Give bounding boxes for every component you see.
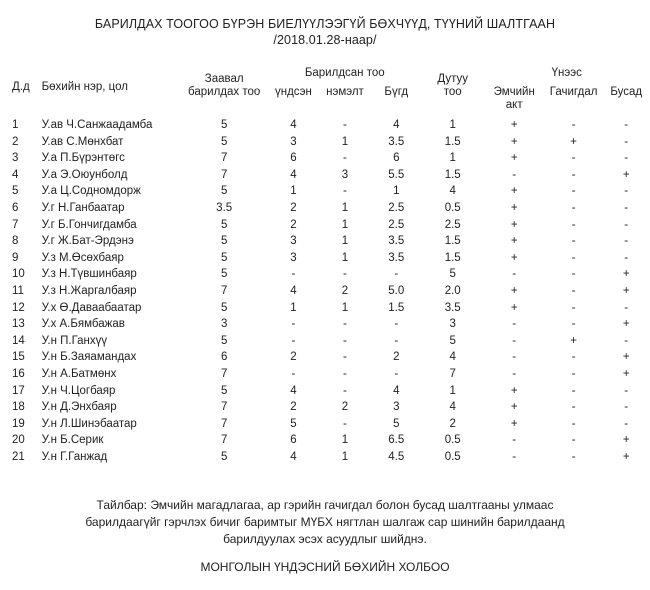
cell-base: 6 bbox=[290, 152, 297, 165]
cell-base: 1 bbox=[290, 301, 297, 314]
cell-num: 2 bbox=[12, 135, 19, 148]
cell-total: - bbox=[394, 334, 399, 347]
cell-required: 6 bbox=[220, 351, 228, 364]
cell-added: - bbox=[343, 351, 347, 364]
cell-shortfall: 1.5 bbox=[444, 168, 461, 181]
cell-doctor: + bbox=[510, 235, 518, 248]
cell-other: + bbox=[622, 434, 630, 447]
cell-doctor: - bbox=[512, 367, 517, 380]
cell-required: 5 bbox=[220, 218, 228, 231]
cell-shortfall: 0.5 bbox=[444, 450, 461, 463]
cell-added: 1 bbox=[341, 201, 349, 214]
cell-num: 7 bbox=[12, 218, 19, 231]
table-row bbox=[12, 250, 650, 267]
cell-required: 5 bbox=[220, 185, 228, 198]
cell-shortfall: 1 bbox=[449, 152, 456, 165]
cell-shortfall: 1 bbox=[449, 384, 456, 397]
cell-doctor: - bbox=[512, 168, 517, 181]
cell-name: У.а Э.Оюунболд bbox=[41, 168, 128, 181]
cell-required: 7 bbox=[220, 434, 228, 447]
cell-base: 2 bbox=[290, 218, 297, 231]
cell-doctor: + bbox=[510, 284, 518, 297]
cell-name: У.н Ч.Цогбаяр bbox=[41, 384, 116, 397]
cell-base: 2 bbox=[290, 351, 297, 364]
table-row bbox=[12, 283, 650, 300]
cell-required: 3 bbox=[220, 318, 228, 331]
cell-name: У.х Ө.Даваабаатар bbox=[41, 301, 142, 314]
cell-other: - bbox=[624, 384, 629, 397]
cell-required: 5 bbox=[220, 450, 228, 463]
cell-required: 5 bbox=[220, 301, 228, 314]
cell-num: 13 bbox=[12, 318, 25, 331]
cell-doctor: - bbox=[512, 351, 517, 364]
cell-base: 4 bbox=[290, 450, 297, 463]
cell-base: 2 bbox=[290, 201, 297, 214]
cell-shortfall: 4 bbox=[449, 185, 456, 198]
cell-abroad: - bbox=[571, 384, 576, 397]
cell-required: 7 bbox=[220, 401, 228, 414]
cell-total: 2.5 bbox=[388, 201, 405, 214]
cell-total: 3.5 bbox=[388, 235, 405, 248]
cell-total: - bbox=[394, 268, 399, 281]
cell-base: 1 bbox=[290, 185, 297, 198]
cell-name: У.г Б.Гончигдамба bbox=[41, 218, 137, 231]
cell-required: 5 bbox=[220, 268, 228, 281]
col-added-header: нэмэлт bbox=[326, 86, 364, 98]
cell-other: - bbox=[624, 218, 629, 231]
cell-doctor: + bbox=[510, 152, 518, 165]
cell-base: 3 bbox=[290, 235, 297, 248]
cell-name: У.н П.Ганхүү bbox=[41, 334, 108, 347]
cell-name: У.н Б.Серик bbox=[41, 434, 104, 447]
cell-doctor: + bbox=[510, 119, 518, 131]
cell-total: 2 bbox=[393, 351, 400, 364]
cell-doctor: + bbox=[510, 384, 518, 397]
cell-added: - bbox=[343, 334, 347, 347]
cell-added: 1 bbox=[341, 135, 349, 148]
cell-num: 15 bbox=[12, 351, 25, 364]
cell-other: - bbox=[624, 251, 629, 264]
cell-num: 9 bbox=[12, 251, 19, 264]
cell-added: - bbox=[343, 384, 347, 397]
cell-total: 4.5 bbox=[388, 450, 405, 463]
cell-name: У.з Н.Түвшинбаяр bbox=[41, 268, 137, 281]
cell-added: - bbox=[343, 185, 347, 198]
cell-added: 2 bbox=[341, 401, 349, 414]
cell-added: - bbox=[343, 152, 347, 165]
table-row bbox=[12, 399, 650, 416]
cell-base: 4 bbox=[290, 168, 297, 181]
cell-other: + bbox=[622, 318, 630, 331]
cell-abroad: + bbox=[570, 334, 577, 347]
cell-doctor: + bbox=[510, 401, 518, 414]
cell-doctor: + bbox=[510, 201, 518, 214]
cell-total: 6 bbox=[393, 152, 400, 165]
cell-shortfall: 0.5 bbox=[444, 434, 461, 447]
col-name-header: Бөхийн нэр, цол bbox=[41, 81, 128, 93]
cell-other: - bbox=[624, 301, 629, 314]
cell-doctor: + bbox=[510, 251, 518, 264]
cell-doctor: - bbox=[512, 268, 517, 281]
cell-name: У.а П.Бүрэнтөгс bbox=[41, 152, 125, 165]
cell-other: - bbox=[624, 417, 629, 430]
cell-required: 3.5 bbox=[216, 201, 233, 214]
cell-added: - bbox=[343, 367, 347, 380]
table-row bbox=[12, 333, 650, 350]
cell-abroad: - bbox=[571, 351, 576, 364]
cell-name: У.г Н.Ганбаатар bbox=[41, 201, 125, 214]
cell-required: 5 bbox=[220, 119, 228, 131]
cell-total: 3.5 bbox=[388, 135, 405, 148]
cell-base: - bbox=[291, 268, 296, 281]
cell-abroad: - bbox=[571, 152, 576, 165]
cell-doctor: + bbox=[510, 135, 518, 148]
cell-num: 10 bbox=[12, 268, 25, 281]
footnote-line-1: Тайлбар: Эмчийн магадлагаа, ар гэрийн гачигдал болон бусад шалтгааны улмаас bbox=[96, 498, 554, 512]
cell-required: 7 bbox=[220, 284, 228, 297]
cell-abroad: - bbox=[571, 168, 576, 181]
cell-base: 3 bbox=[290, 251, 297, 264]
cell-abroad: - bbox=[571, 119, 576, 131]
cell-added: 1 bbox=[341, 251, 349, 264]
cell-added: 1 bbox=[341, 434, 349, 447]
cell-shortfall: 5 bbox=[449, 334, 456, 347]
cell-required: 7 bbox=[220, 152, 228, 165]
cell-abroad: - bbox=[571, 201, 576, 214]
col-reason-group-header: Үнээс bbox=[551, 67, 582, 79]
cell-num: 20 bbox=[12, 434, 25, 447]
cell-num: 6 bbox=[12, 201, 19, 214]
cell-other: - bbox=[624, 119, 629, 131]
col-total-header: Бүгд bbox=[384, 86, 409, 98]
cell-base: 4 bbox=[290, 284, 297, 297]
cell-total: 6.5 bbox=[388, 434, 405, 447]
cell-shortfall: 7 bbox=[449, 367, 456, 380]
table-row bbox=[12, 167, 650, 184]
table-row bbox=[12, 266, 650, 283]
cell-added: 3 bbox=[341, 168, 349, 181]
cell-base: - bbox=[291, 334, 296, 347]
cell-required: 5 bbox=[220, 135, 228, 148]
cell-base: 6 bbox=[290, 434, 297, 447]
cell-required: 5 bbox=[220, 251, 228, 264]
cell-doctor: + bbox=[510, 218, 518, 231]
cell-other: + bbox=[622, 284, 630, 297]
cell-total: - bbox=[394, 318, 399, 331]
cell-shortfall: 1 bbox=[449, 119, 456, 131]
cell-base: 2 bbox=[290, 401, 297, 414]
cell-base: - bbox=[291, 318, 296, 331]
cell-other: - bbox=[624, 152, 629, 165]
table-row bbox=[12, 200, 650, 217]
table-row bbox=[12, 416, 650, 433]
table-row bbox=[12, 117, 650, 134]
cell-name: У.н Д.Энхбаяр bbox=[41, 401, 117, 414]
cell-abroad: - bbox=[571, 417, 576, 430]
cell-abroad: - bbox=[571, 185, 576, 198]
cell-abroad: - bbox=[571, 284, 576, 297]
col-wrestled-group-header: Барилдсан тоо bbox=[304, 67, 385, 79]
document-date: /2018.01.28-наар/ bbox=[273, 33, 377, 47]
cell-shortfall: 3 bbox=[449, 318, 456, 331]
cell-num: 4 bbox=[12, 168, 19, 181]
cell-abroad: - bbox=[571, 251, 576, 264]
cell-required: 7 bbox=[220, 168, 228, 181]
cell-added: - bbox=[343, 318, 347, 331]
cell-required: 5 bbox=[220, 384, 228, 397]
cell-added: - bbox=[343, 119, 347, 131]
cell-added: 1 bbox=[341, 301, 349, 314]
cell-num: 21 bbox=[12, 450, 25, 463]
table-row bbox=[12, 349, 650, 366]
cell-other: - bbox=[624, 401, 629, 414]
cell-total: 3 bbox=[393, 401, 400, 414]
cell-doctor: - bbox=[512, 318, 517, 331]
col-base-header: үндсэн bbox=[274, 86, 312, 98]
cell-shortfall: 2 bbox=[449, 417, 456, 430]
cell-name: У.ав С.Мөнхбат bbox=[41, 135, 124, 148]
cell-name: У.н Г.Ганжад bbox=[41, 450, 108, 463]
cell-abroad: - bbox=[571, 235, 576, 248]
cell-abroad: - bbox=[571, 367, 576, 380]
cell-doctor: - bbox=[512, 450, 517, 463]
cell-num: 14 bbox=[12, 334, 25, 347]
cell-abroad: - bbox=[571, 450, 576, 463]
cell-shortfall: 4 bbox=[449, 401, 456, 414]
cell-base: - bbox=[291, 367, 296, 380]
cell-total: 3.5 bbox=[388, 251, 405, 264]
cell-num: 19 bbox=[12, 417, 25, 430]
col-shortfall-header: Дутуу тоо bbox=[437, 73, 469, 98]
table-row bbox=[12, 449, 650, 466]
cell-abroad: + bbox=[570, 135, 577, 148]
cell-num: 16 bbox=[12, 367, 25, 380]
cell-other: + bbox=[622, 168, 630, 181]
table-row bbox=[12, 432, 650, 449]
cell-num: 17 bbox=[12, 384, 25, 397]
cell-shortfall: 3.5 bbox=[444, 301, 461, 314]
cell-added: 1 bbox=[341, 218, 349, 231]
table-row bbox=[12, 233, 650, 250]
cell-added: - bbox=[343, 268, 347, 281]
table-row bbox=[12, 300, 650, 317]
table-row bbox=[12, 383, 650, 400]
cell-name: У.н А.Батмөнх bbox=[41, 367, 117, 380]
cell-num: 3 bbox=[12, 152, 19, 165]
cell-shortfall: 0.5 bbox=[444, 201, 461, 214]
cell-total: 5.0 bbox=[388, 284, 405, 297]
table-row bbox=[12, 134, 650, 151]
cell-other: + bbox=[622, 367, 630, 380]
table-body bbox=[12, 117, 650, 465]
cell-name: У.г Ж.Бат-Эрдэнэ bbox=[41, 235, 134, 248]
cell-total: - bbox=[394, 367, 399, 380]
cell-num: 18 bbox=[12, 401, 25, 414]
cell-base: 4 bbox=[290, 384, 297, 397]
cell-total: 4 bbox=[393, 384, 400, 397]
cell-added: - bbox=[343, 417, 347, 430]
cell-required: 5 bbox=[220, 334, 228, 347]
cell-abroad: - bbox=[571, 434, 576, 447]
cell-num: 5 bbox=[12, 185, 19, 198]
cell-shortfall: 1.5 bbox=[444, 235, 461, 248]
cell-abroad: - bbox=[571, 268, 576, 281]
cell-name: У.х А.Бямбажав bbox=[41, 318, 125, 331]
cell-shortfall: 1.5 bbox=[444, 251, 461, 264]
cell-doctor: - bbox=[512, 334, 517, 347]
cell-other: + bbox=[622, 450, 630, 463]
cell-name: У.з Н.Жаргалбаяр bbox=[41, 284, 137, 297]
cell-shortfall: 1.5 bbox=[444, 135, 461, 148]
footnote-line-3: барилдуулах эсэх асуудлыг шийднэ. bbox=[223, 532, 427, 546]
col-other-header: Бусад bbox=[610, 86, 643, 98]
cell-shortfall: 4 bbox=[449, 351, 456, 364]
cell-other: - bbox=[624, 235, 629, 248]
cell-shortfall: 2.0 bbox=[444, 284, 461, 297]
cell-total: 2.5 bbox=[388, 218, 405, 231]
cell-added: 1 bbox=[341, 235, 349, 248]
table-row bbox=[12, 150, 650, 167]
cell-base: 5 bbox=[290, 417, 297, 430]
table-row bbox=[12, 316, 650, 333]
footnote bbox=[0, 497, 650, 548]
cell-other: - bbox=[624, 201, 629, 214]
cell-num: 11 bbox=[12, 284, 24, 297]
cell-name: У.ав Ч.Санжаадамба bbox=[41, 119, 153, 131]
organization-name: МОНГОЛЫН ҮНДЭСНИЙ БӨХИЙН ХОЛБОО bbox=[200, 560, 450, 574]
cell-other: + bbox=[622, 268, 630, 281]
cell-total: 1.5 bbox=[388, 301, 405, 314]
cell-abroad: - bbox=[571, 318, 576, 331]
cell-doctor: - bbox=[512, 434, 517, 447]
cell-total: 5 bbox=[393, 417, 400, 430]
cell-base: 4 bbox=[290, 119, 297, 131]
cell-required: 7 bbox=[220, 367, 228, 380]
cell-num: 1 bbox=[12, 119, 19, 131]
col-doctor-header: Эмчийн акт bbox=[493, 86, 535, 111]
cell-name: У.з М.Өсөхбаяр bbox=[41, 251, 124, 264]
cell-added: 2 bbox=[341, 284, 349, 297]
wrestlers-table bbox=[12, 67, 650, 465]
cell-total: 5.5 bbox=[388, 168, 405, 181]
cell-other: - bbox=[624, 135, 629, 148]
col-num-header: Д.д bbox=[12, 81, 30, 93]
table-row bbox=[12, 183, 650, 200]
cell-abroad: - bbox=[571, 301, 576, 314]
col-abroad-header: Гачигдал bbox=[549, 86, 598, 98]
cell-shortfall: 2.5 bbox=[444, 218, 461, 231]
cell-other: - bbox=[624, 185, 629, 198]
cell-required: 5 bbox=[220, 235, 228, 248]
col-required-header: Заавал барилдах тоо bbox=[188, 73, 261, 98]
cell-name: У.н Л.Шинэбаатар bbox=[41, 417, 137, 430]
cell-total: 1 bbox=[393, 185, 400, 198]
footnote-line-2: барилдаагүйг гэрчлэх бичиг баримтыг МҮБХ нягтлан шалгаж сар шинийн барилдаанд bbox=[85, 515, 565, 529]
cell-name: У.н Б.Заяамандах bbox=[41, 351, 137, 364]
cell-name: У.а Ц.Содномдорж bbox=[41, 185, 141, 198]
cell-doctor: + bbox=[510, 417, 518, 430]
cell-shortfall: 5 bbox=[449, 268, 456, 281]
cell-total: 4 bbox=[393, 119, 400, 131]
cell-abroad: - bbox=[571, 218, 576, 231]
cell-num: 8 bbox=[12, 235, 19, 248]
cell-other: - bbox=[624, 334, 629, 347]
cell-other: + bbox=[622, 351, 630, 364]
cell-base: 3 bbox=[290, 135, 297, 148]
table-row bbox=[12, 217, 650, 234]
cell-doctor: + bbox=[510, 301, 518, 314]
table-row bbox=[12, 366, 650, 383]
cell-num: 12 bbox=[12, 301, 25, 314]
cell-doctor: + bbox=[510, 185, 518, 198]
cell-required: 7 bbox=[220, 417, 228, 430]
document-title: БАРИЛДАХ ТООГОО БҮРЭН БИЕЛҮҮЛЭЭГҮЙ БӨХЧҮҮД, ТҮҮНИЙ ШАЛТГААН bbox=[94, 17, 556, 31]
cell-added: 1 bbox=[341, 450, 349, 463]
cell-abroad: - bbox=[571, 401, 576, 414]
